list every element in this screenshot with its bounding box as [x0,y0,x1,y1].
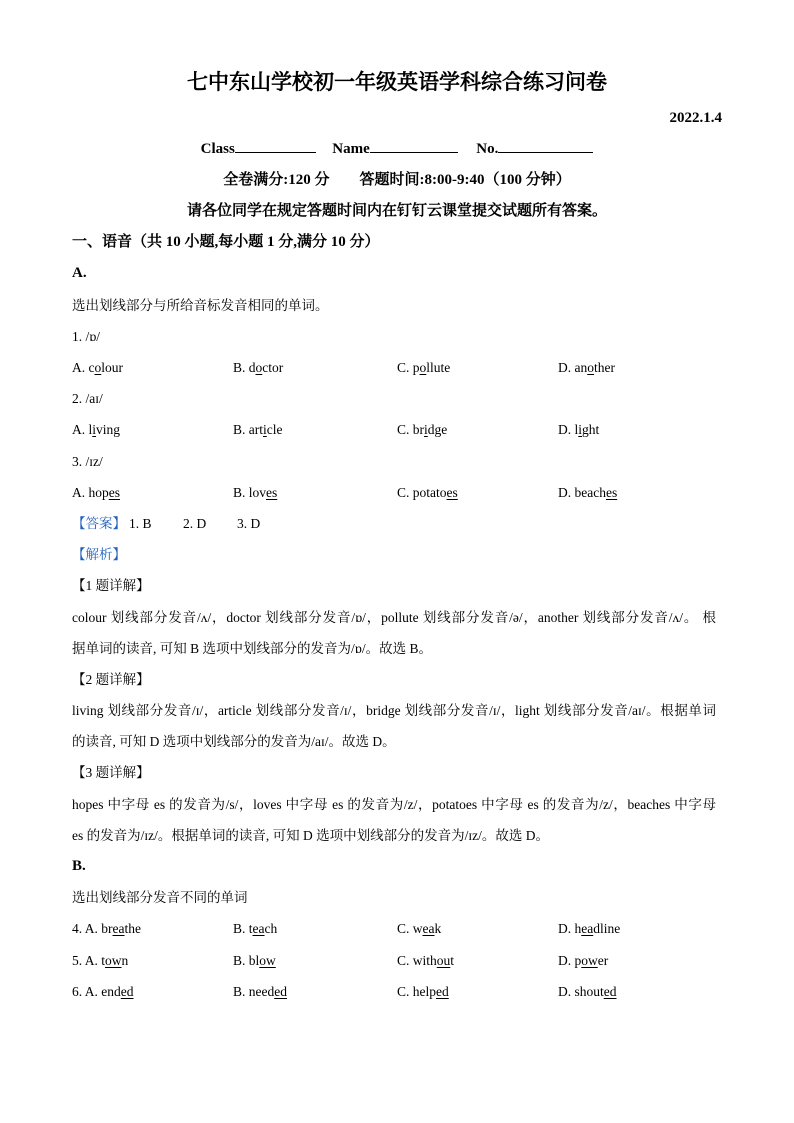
word-part: ther [594,360,615,375]
option-letter: A. [84,983,98,999]
word-part: ctor [262,360,284,375]
question-stem: 3. /ɪz/ [72,453,103,469]
word-part: lour [101,360,123,375]
section-heading: 一、语音（共 10 小题,每小题 1 分,满分 10 分） [72,234,380,251]
underlined-part: es [266,484,278,500]
full-score: 全卷满分:120 分 [223,171,330,188]
class-label: Class [200,140,235,157]
underlined-part: ea [112,921,125,937]
exam-meta-line [72,165,722,196]
part-a-instruction: 选出划线部分与所给音标发音相同的单词。 [72,297,329,313]
underlined-part: i [578,422,583,438]
underlined-part: ed [120,983,134,999]
underlined-part: o [255,360,263,375]
option-letter: B. [233,422,246,438]
word-part: t [450,952,455,968]
option-word [413,360,451,375]
option-word [89,485,121,500]
word-part: lov [248,484,267,500]
options-row [72,945,722,976]
word-part: l [88,422,93,438]
word-part: potato [412,484,447,500]
word-part: t [248,921,253,937]
option-b [233,477,397,508]
question-number: 6. [72,983,83,999]
option-word [249,485,278,500]
option-letter: D. [558,484,572,500]
word-part: br [101,921,113,937]
option-word [249,953,276,968]
option-word [575,360,616,375]
option-word [89,360,124,375]
detail-text: es 的发音为/ɪz/。根据单词的读音, 可知 D 选项中划线部分的发音为/ɪz/。故选 D。 [72,827,549,843]
word-part: ght [582,422,600,438]
option-word [575,921,621,936]
part-a-label: A. [72,265,87,282]
part-b-instruction: 选出划线部分发音不同的单词 [72,890,248,906]
question-stem: 1. /ɒ/ [72,328,101,344]
word-part: with [412,952,437,968]
detail-label: 【2 题详解】 [72,671,150,687]
option-word [249,360,284,375]
option-word [575,485,618,500]
underlined-part: ed [603,983,617,999]
option-a [72,352,233,383]
word-part: bl [248,952,260,968]
part-b-label: B. [72,858,86,874]
question-stem: 2. /aɪ/ [72,391,103,407]
option-letter: D. [558,921,572,937]
option-word [413,422,448,437]
underlined-part: ea [252,921,265,937]
option-b [233,945,397,976]
options-row [72,477,722,508]
options-row [72,352,722,383]
underlined-part: ou [436,952,451,968]
underlined-part: i [263,422,267,438]
detail-text: colour 划线部分发音/ʌ/，doctor 划线部分发音/ɒ/，pollute 划线部分发音/ə/，another 划线部分发音/ʌ/。 根 [72,609,716,625]
option-letter: C. [397,952,410,968]
option-a [72,945,233,976]
option-c [397,976,558,1007]
analysis-label: 【解析】 [72,547,126,563]
underlined-part: ea [422,921,435,937]
word-part: ch [264,921,278,937]
word-part: end [101,983,121,999]
option-letter: A. [72,422,86,438]
answer-item: 3. D [237,515,261,531]
option-c [397,352,558,383]
word-part: d [248,360,256,375]
underlined-part: ow [259,952,276,968]
word-part: need [248,983,275,999]
option-a [72,913,233,944]
word-part: p [574,952,582,968]
option-letter: B. [233,484,246,500]
exam-title: 七中东山学校初一年级英语学科综合练习问卷 [187,70,607,94]
option-c [397,913,558,944]
option-letter: C. [397,921,410,937]
options-row [72,913,722,944]
option-letter: B. [233,952,246,968]
detail-text: 的读音, 可知 D 选项中划线部分的发音为/aɪ/。故选 D。 [72,734,396,750]
word-part: ving [96,422,121,438]
option-word [413,953,454,968]
option-d [558,477,722,508]
option-word [101,984,133,999]
exam-time: 答题时间:8:00-9:40（100 分钟） [359,171,571,188]
option-c [397,414,558,445]
answer-label: 【答案】 [72,515,126,531]
underlined-part: i [424,422,428,438]
option-word [101,921,141,936]
option-word [413,485,458,500]
word-part: w [412,921,423,937]
option-d [558,913,722,944]
word-part: help [412,983,437,999]
option-a [72,477,233,508]
detail-label: 【1 题详解】 [72,578,150,594]
option-d [558,414,722,445]
word-part: c [88,360,95,375]
option-letter: A. [72,484,86,500]
name-blank [370,141,458,153]
detail-text: living 划线部分发音/ɪ/，article 划线部分发音/ɪ/，bridge 划线部分发音/ɪ/，light 划线部分发音/aɪ/。根据单词 [72,703,716,719]
word-part: beach [574,484,606,500]
option-word [101,953,128,968]
underlined-part: o [94,360,102,375]
student-info-line [72,134,722,165]
word-part: br [412,422,425,438]
underlined-part: ed [274,983,287,999]
option-d [558,976,722,1007]
name-label: Name [332,140,370,157]
option-letter: A. [72,360,86,375]
underlined-part: ea [581,921,594,937]
answer-item: 1. B [129,515,152,531]
option-letter: A. [84,952,98,968]
options-row [72,414,722,445]
option-letter: B. [233,983,246,999]
option-letter: C. [397,360,410,375]
option-letter: D. [558,422,572,438]
option-c [397,477,558,508]
option-word [575,984,617,999]
options-row [72,976,722,1007]
word-part: l [574,422,579,438]
option-b [233,414,397,445]
word-part: p [412,360,420,375]
option-word [249,422,283,437]
word-part: h [574,921,582,937]
word-part: k [434,921,442,937]
option-letter: C. [397,983,410,999]
word-part: shout [574,983,604,999]
option-word [575,953,609,968]
option-b [233,976,397,1007]
option-letter: C. [397,422,410,438]
option-b [233,352,397,383]
word-part: dge [427,422,448,438]
word-part: the [124,921,141,937]
option-letter: D. [558,983,572,999]
underlined-part: es [108,484,120,500]
option-word [249,984,287,999]
underlined-part: i [92,422,97,438]
underlined-part: ed [436,983,449,999]
answer-item: 2. D [183,515,207,531]
word-part: art [248,422,264,438]
exam-date: 2022.1.4 [669,109,722,126]
option-word [89,422,121,437]
option-letter: D. [558,952,572,968]
question-number: 5. [72,952,83,968]
option-letter: A. [84,921,98,937]
underlined-part: ow [105,952,122,968]
option-b [233,913,397,944]
word-part: llute [426,360,451,375]
detail-text: 据单词的读音, 可知 B 选项中划线部分的发音为/ɒ/。故选 B。 [72,640,432,656]
answer-line [72,508,722,539]
option-word [575,422,600,437]
option-letter: B. [233,360,246,375]
option-letter: B. [233,921,246,937]
number-blank [498,141,593,153]
option-a [72,414,233,445]
word-part: n [121,952,129,968]
option-word [413,921,441,936]
exam-instruction: 请各位同学在规定答题时间内在钉钉云课堂提交试题所有答案。 [186,203,607,220]
word-part: an [574,360,588,375]
underlined-part: es [605,484,618,500]
option-letter: D. [558,360,572,375]
option-word [413,984,449,999]
word-part: cle [266,422,283,438]
word-part: t [101,952,106,968]
underlined-part: es [446,484,458,500]
option-a [72,976,233,1007]
detail-text: hopes 中字母 es 的发音为/s/，loves 中字母 es 的发音为/z/，potatoes 中字母 es 的发音为/z/，beaches 中字母 [72,796,716,812]
underlined-part: o [587,360,594,375]
option-c [397,945,558,976]
option-d [558,945,722,976]
detail-label: 【3 题详解】 [72,765,150,781]
number-label: No. [476,140,499,157]
word-part: dline [593,921,621,937]
option-letter: C. [397,484,410,500]
underlined-part: ow [581,952,598,968]
underlined-part: o [419,360,427,375]
word-part: hop [88,484,109,500]
class-blank [235,141,316,153]
question-number: 4. [72,921,83,937]
option-d [558,352,722,383]
word-part: er [597,952,609,968]
option-word [249,921,278,936]
